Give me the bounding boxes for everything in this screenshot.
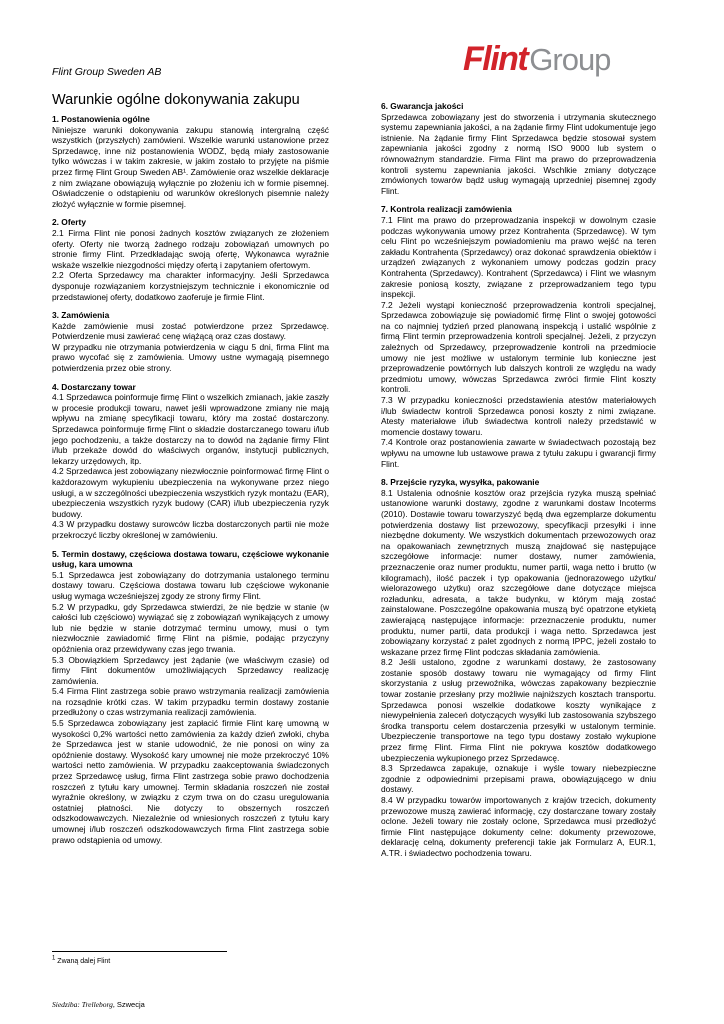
section-7	[381, 204, 656, 469]
logo-flint-text: Flint	[463, 40, 528, 78]
section-body: Niniejsze warunki dokonywania zakupu stanowią intergralną część wszystkich (przyszłych) zamówieni. Wszelkie warunki ustanowione przez Sprzedawcę, inne niż postanowienia WODZ, będą miały zastosowanie tylko wówczas i w takim zakresie, w jakim zostało to przyjęte na piśmie przez firmę Flint Group Sweden AB¹. Zamówienie oraz wszelkie deklaracje z nim związane obowiązują wyłącznie po złożeniu ich w formie pisemnej. Oświadczenie o odstąpieniu od warunków określonych pisemnie należy złożyć wyłącznie w formie pisemnej.	[52, 124, 329, 209]
section-body: 7.1 Flint ma prawo do przeprowadzania inspekcji w dowolnym czasie podczas wykonywania umowy przez Kontrahenta (Sprzedawcę). W tym celu Flint po wcześniejszym powiadomieniu ma prawo wejść na teren zakładu Kontrahenta (Sprzedawcy) oraz dokonać sprawdzenia obiektów i urządzeń związanych z wykonaniem umowy podczas godzin pracy Kontrahenta (Sprzedawcy). Kontrahent (Sprzedawca) i Flint we własnym zakresie poniosą koszty, związane z przeprowadzaniem tego typu inspekcji. 7.2 Jeżeli wystąpi konieczność przeprowadzenia kontroli specjalnej, Sprzedawca zobowiązuje się powiadomić firmę Flint o swojej gotowości na co najmniej tydzień przed planowaną inspekcją i ustalić wspólnie z firmą Flint termin przeprowadzenia kontroli specjalnej. Jeżeli, z przyczyn zależnych od Sprzedawcy, przeprowadzenie kontroli na przedmiocie umowy nie jest możliwe w ustalonym terminie lub konieczne jest przeprowadzenie powtórnych lub dalszych kontroli ze względu na wady przedmiotu umowy, wówczas Sprzedawca zwróci firmie Flint koszty kontroli. 7.3 W przypadku konieczności przedstawienia atestów materiałowych i/lub świadectw kontroli Sprzedawca ponosi koszty z nimi związane. Atesty materiałowe i/lub świadectwa kontroli należy przedstawić w momencie dostawy towaru. 7.4 Kontrole oraz postanowienia zawarte w świadectwach pozostają bez wpływu na umowne lub ustawowe prawa z tytułu zakupu i gwarancji firmy Flint.	[381, 214, 656, 469]
section-body: 5.1 Sprzedawca jest zobowiązany do dotrzymania ustalonego terminu dostawy towaru. Częściowa dostawa towaru lub częściowe wykonanie usług wymaga wcześniejszej zgody ze strony firmy Flint. 5.2 W przypadku, gdy Sprzedawca stwierdzi, że nie będzie w stanie (w całości lub częściowo) wywiązać się z zobowiązań wynikających z umowy lub nie będzie w stanie dotrzymać terminu umowy, musi o tym niezwłocznie zawiadomić firmę Flint na piśmie, podając przyczyny opóźnienia oraz przewidywany czas jego trwania. 5.3 Obowiązkiem Sprzedawcy jest żądanie (we właściwym czasie) od firmy Flint dokumentów umożliwiających Sprzedawcy realizację zamówienia. 5.4 Firma Flint zastrzega sobie prawo wstrzymania realizacji zamówienia na rozsądnie krótki czas. W takim przypadku termin dostawy zostanie przedłużony o czas wstrzymania realizacji zamówienia. 5.5 Sprzedawca zobowiązany jest zapłacić firmie Flint karę umowną w wysokości 0,2% wartości netto zamówienia za każdy dzień zwłoki, chyba że Sprzedawca jest w stanie udowodnić, że nie ponosi on winy za opóźnienie dostawy. Wysokość kary umownej nie może przekroczyć 10% wartości netto zamówienia. W przypadku zaakceptowania świadczonych przez Sprzedawcę usług, firma Flint zastrzega sobie prawo dochodzenia roszczeń z tytułu kary umownej. Termin składania roszczeń nie został wyraźnie określony, w związku z czym trwa on do czasu uregulowania ostatniej płatności. Nie dotyczy to obszernych roszczeń odszkodowawczych. Niezależnie od wniesionych roszczeń z tytułu kary umownej i/lub roszczeń odszkodowawczych firma Flint zastrzega sobie prawo odstąpienia od umowy.	[52, 569, 329, 845]
section-heading: 6. Gwarancja jakości	[381, 101, 464, 111]
left-column	[52, 114, 329, 853]
seat-label: Siedziba: Trelleborg,	[52, 1000, 115, 1009]
section-heading: 7. Kontrola realizacji zamówienia	[381, 204, 512, 215]
right-column	[381, 101, 656, 867]
flint-group-logo	[463, 40, 611, 78]
footnote	[52, 955, 111, 965]
section-body: 2.1 Firma Flint nie ponosi żadnych kosztów związanych ze złożeniem oferty. Oferty nie tworzą żadnego rodzaju zobowiązań umownych po stronie firmy Flint. Przedkładając swoją ofertę, Wykonawca wyraźnie wskaże wszelkie niezgodności między ofertą i zapytaniem ofertowym. 2.2 Oferta Sprzedawcy ma charakter informacyjny. Jeśli Sprzedawca dysponuje rozwiązaniem korzystniejszym technicznie i ekonomicznie od przedstawionej oferty, dodatkowo zaoferuje je firmie Flint.	[52, 227, 329, 302]
section-heading: 4. Dostarczany towar	[52, 381, 136, 392]
logo-group-text: Group	[529, 42, 611, 77]
document-title: Warunkie ogólne dokonywania zakupu	[52, 92, 300, 108]
section-body: Każde zamówienie musi zostać potwierdzone przez Sprzedawcę. Potwierdzenie musi zawierać cenę wiążącą oraz czas dostawy. W przypadku nie otrzymania potwierdzenia w ciągu 5 dni, firma Flint ma prawo wycofać się z zamówienia. Umowy ustne wymagają pisemnego potwierdzenia przez obie strony.	[52, 320, 329, 374]
footnote-divider	[52, 951, 227, 952]
company-name: Flint Group Sweden AB	[52, 66, 162, 78]
section-4	[52, 382, 329, 541]
section-heading: 8. Przejście ryzyka, wysyłka, pakowanie	[381, 477, 540, 488]
section-heading: 1. Postanowienia ogólne	[52, 114, 150, 124]
section-5	[52, 549, 329, 846]
section-2	[52, 217, 329, 302]
section-6	[381, 101, 656, 196]
footnote-mark: 1	[52, 955, 56, 962]
section-heading: 2. Oferty	[52, 217, 86, 228]
section-1	[52, 114, 329, 209]
seat-city: Szwecja	[114, 1000, 145, 1009]
footnote-text: Zwaną dalej Flint	[57, 958, 111, 965]
registered-seat	[52, 1000, 145, 1009]
section-body: Sprzedawca zobowiązany jest do stworzenia i utrzymania skutecznego systemu zapewniania jakości, a na żądanie firmy Flint udokumentuje jego istnienie. Na żądanie firmy Flint Sprzedawca będzie stosował system zapewniania jakości zgodny z normą ISO 9000 lub system o równoważnym standardzie. Firma Flint ma prawo do przeprowadzenia kontroli systemu zapewniania jakości. Wschlkie zmiany dotyczące zmówionych towarów bądź usług wymagają uprzedniej pisemnej zgody Flint.	[381, 111, 656, 196]
section-heading: 5. Termin dostawy, częściowa dostawa towaru, częściowe wykonanie usług, kara umowna	[52, 548, 329, 570]
section-heading: 3. Zamówienia	[52, 310, 110, 321]
section-3	[52, 310, 329, 374]
section-body: 8.1 Ustalenia odnośnie kosztów oraz przejścia ryzyka muszą spełniać ustanowione warunki dostawy, zgodne z warunkami dostaw Incoterms (2010). Dostawie towaru towarzyszyć będą dwa egzemplarze dokumentu potwierdzenia dostawy list przewozowy, specyfikacji przesyłki i inne niezbędne dokumenty. We wszystkich dokumentach przewozowych oraz na opakowaniach zewnętrznych muszą znajdować się następujące szczegółowe informacje: numer dostawy, numer zamówienia, przeznaczenie oraz numer produktu, numer partii, waga netto i brutto (w kilogramach), ilość paczek i typ opakowania (jednorazowego użytku/ wielorazowego użytku) oraz szczegółowe dane dotyczące miejsca rozładunku, adresata, a także budynku, w którym mają zostać zainstalowane. Poszczególne opakowania muszą być opatrzone etykietą zawierającą następujące informacje: przeznaczenie produktu, numer produktu, numer partii, data produkcji i waga netto. Sprzedawca jest zobowiązany korzystać z palet zgodnych z normą IPPC, jeżeli zostało to wskazane przez firmę Flint podczas składania zamówienia. 8.2 Jeśli ustalono, zgodne z warunkami dostawy, że zastosowany zostanie sposób dostawy towaru nie wymagający od firmy Flint skorzystania z usług przewoźnika, wówczas zapakowany bezpiecznie towar zostanie przesłany przy możliwie najniższych kosztach transportu. Sprzedawca ponosi wszelkie dodatkowe koszty wynikające z niewypełnienia zaleceń dotyczących wysyłki lub zastosowania szybszego środka transportu celem dostarczenia przesyłki w ustalonym terminie. Ubezpieczenie transportowe na tego typu dostawy zostało wykupione przez firmę Flint. Firma Flint nie pokrywa kosztów dodatkowego ubezpieczenia wykupionego przez Sprzedawcę. 8.3 Sprzedawca zapakuje, oznakuje i wyśle towary niebezpieczne zgodnie z odpowiednimi przepisami prawa, obowiązującego w dniu dostawy. 8.4 W przypadku towarów importowanych z krajów trzecich, dokumenty przewozowe muszą zawierać informację, czy dostarczane towary zostały oclone. Jeżeli towary nie zostały oclone, Sprzedawca musi przedłożyć firmie Flint następujące dokumenty celne: dokumenty przewozowe, deklarację celną, dokumenty preferencji takie jak Formularz A, EUR.1, A.TR. i świadectwo pochodzenia towaru.	[381, 487, 656, 858]
section-8	[381, 477, 656, 858]
section-body: 4.1 Sprzedawca poinformuje firmę Flint o wszelkich zmianach, jakie zaszły w procesie produkcji towaru, nawet jeśli wprowadzone zmiany nie mają wpływu na zmianę specyfikacji towaru, który ma zostać dostarczony. Sprzedawca poinformuje firmę Flint o składzie dostarczanego towaru i/lub jego pochodzeniu, a także dostarczy na to dowód na żądanie firmy Flint i/lub przekaże dowód do właściwych organów, instytucji publicznych, lekarzy urzędowych, itp. 4.2 Sprzedawca jest zobowiązany niezwłocznie poinformować firmę Flint o każdorazowym wykupieniu ubezpieczenia na wykonywane przez niego usługi, a w szczególności ubezpieczenia wszystkich ryzyk montażu (EAR), ubezpieczenia wszystkich ryzyk budowy (CAR) i/lub ubezpieczenia ryzyk budowy. 4.3 W przypadku dostawy surowców liczba dostarczonych partii nie może przekroczyć liczby określonej w zamówieniu.	[52, 392, 329, 540]
